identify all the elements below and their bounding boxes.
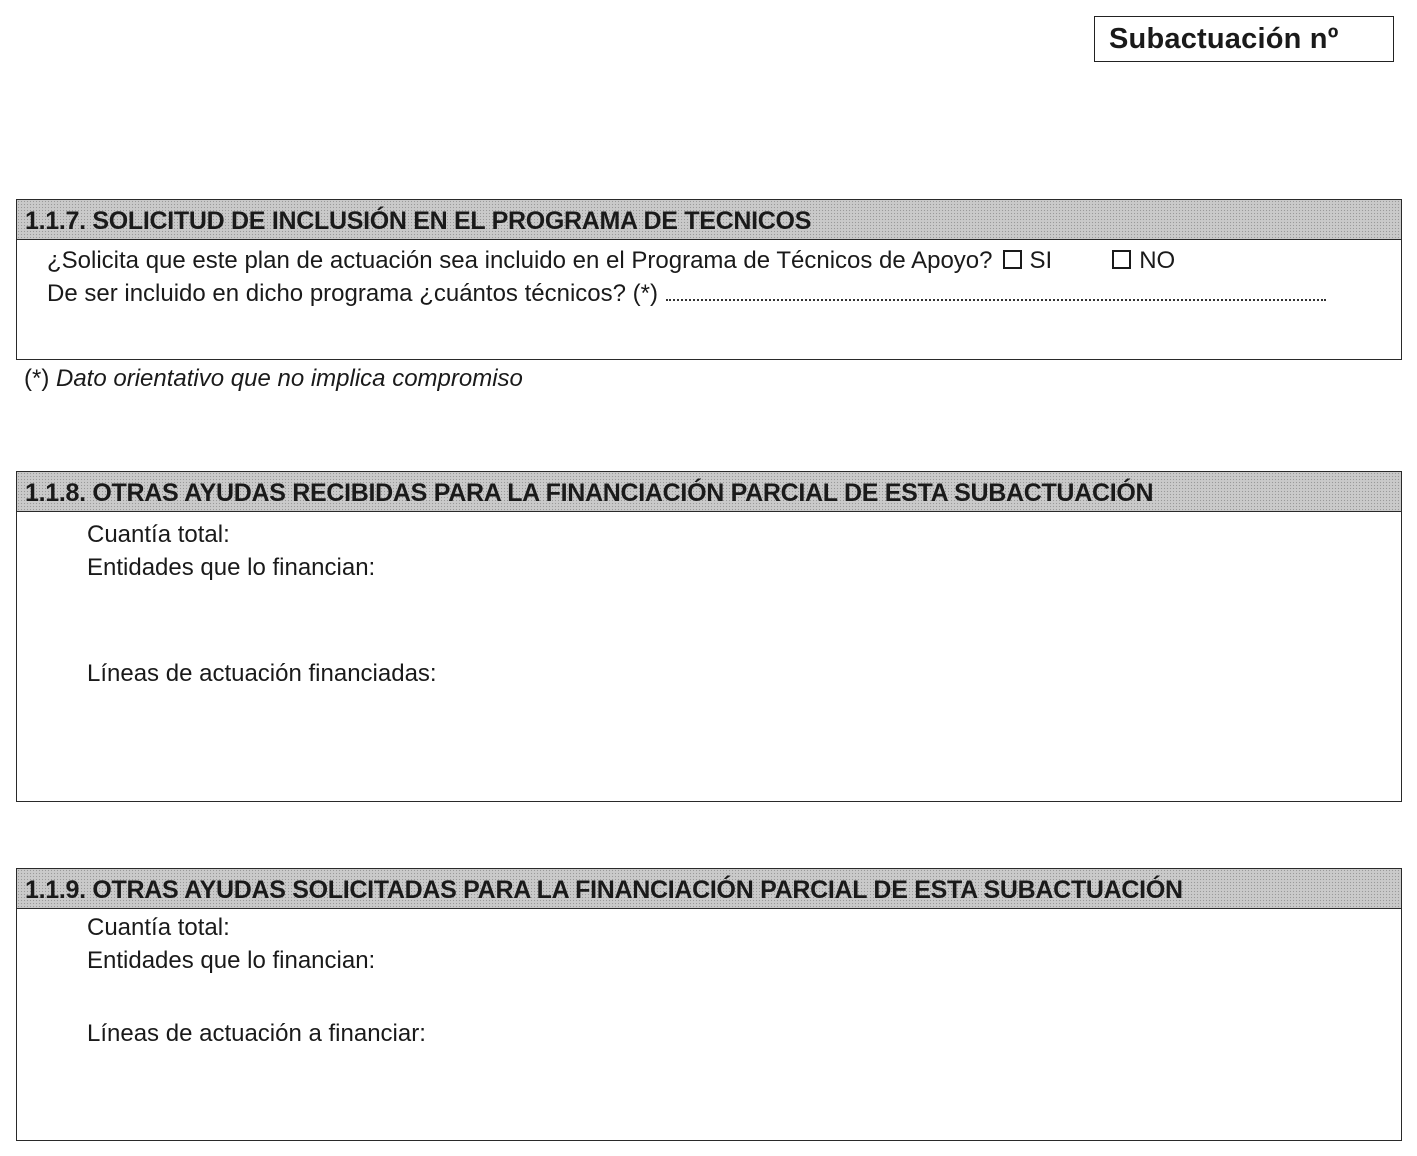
entidades-label: Entidades que lo financian: [87, 554, 376, 581]
inclusion-question: ¿Solicita que este plan de actuación sea incluido en el Programa de Técnicos de Apoyo? [47, 247, 993, 274]
section-title: 1.1.9. OTRAS AYUDAS SOLICITADAS PARA LA FINANCIACIÓN PARCIAL DE ESTA SUBACTUACIÓN [17, 869, 1401, 909]
no-checkbox[interactable] [1112, 250, 1131, 269]
cuantia-total-label: Cuantía total: [87, 521, 230, 548]
si-checkbox[interactable] [1003, 250, 1022, 269]
cuantia-total-label: Cuantía total: [87, 914, 230, 941]
section-body [17, 240, 1401, 310]
no-label: NO [1139, 247, 1176, 274]
subactuacion-number-box[interactable] [1094, 16, 1394, 62]
lineas-actuacion-label: Líneas de actuación a financiar: [87, 1020, 426, 1047]
section-programa-tecnicos [16, 199, 1402, 360]
section-title: 1.1.8. OTRAS AYUDAS RECIBIDAS PARA LA FINANCIACIÓN PARCIAL DE ESTA SUBACTUACIÓN [17, 472, 1401, 512]
section-body[interactable] [17, 512, 1401, 690]
tecnicos-count-field[interactable] [666, 296, 1326, 301]
subactuacion-label: Subactuación nº [1109, 23, 1339, 55]
entidades-label: Entidades que lo financian: [87, 947, 376, 974]
footnote-text: Dato orientativo que no implica compromiso [56, 365, 523, 392]
inclusion-question-row [47, 244, 1401, 277]
section-body[interactable] [17, 909, 1401, 1050]
footnote [24, 364, 523, 394]
footnote-mark: (*) [24, 365, 50, 392]
tecnicos-count-row [47, 277, 1401, 310]
section-ayudas-recibidas [16, 471, 1402, 802]
section-title: 1.1.7. SOLICITUD DE INCLUSIÓN EN EL PROGRAMA DE TECNICOS [17, 200, 1401, 240]
tecnicos-count-question: De ser incluido en dicho programa ¿cuántos técnicos? (*) [47, 280, 658, 307]
section-ayudas-solicitadas [16, 868, 1402, 1141]
lineas-actuacion-label: Líneas de actuación financiadas: [87, 660, 437, 687]
si-label: SI [1029, 247, 1053, 274]
